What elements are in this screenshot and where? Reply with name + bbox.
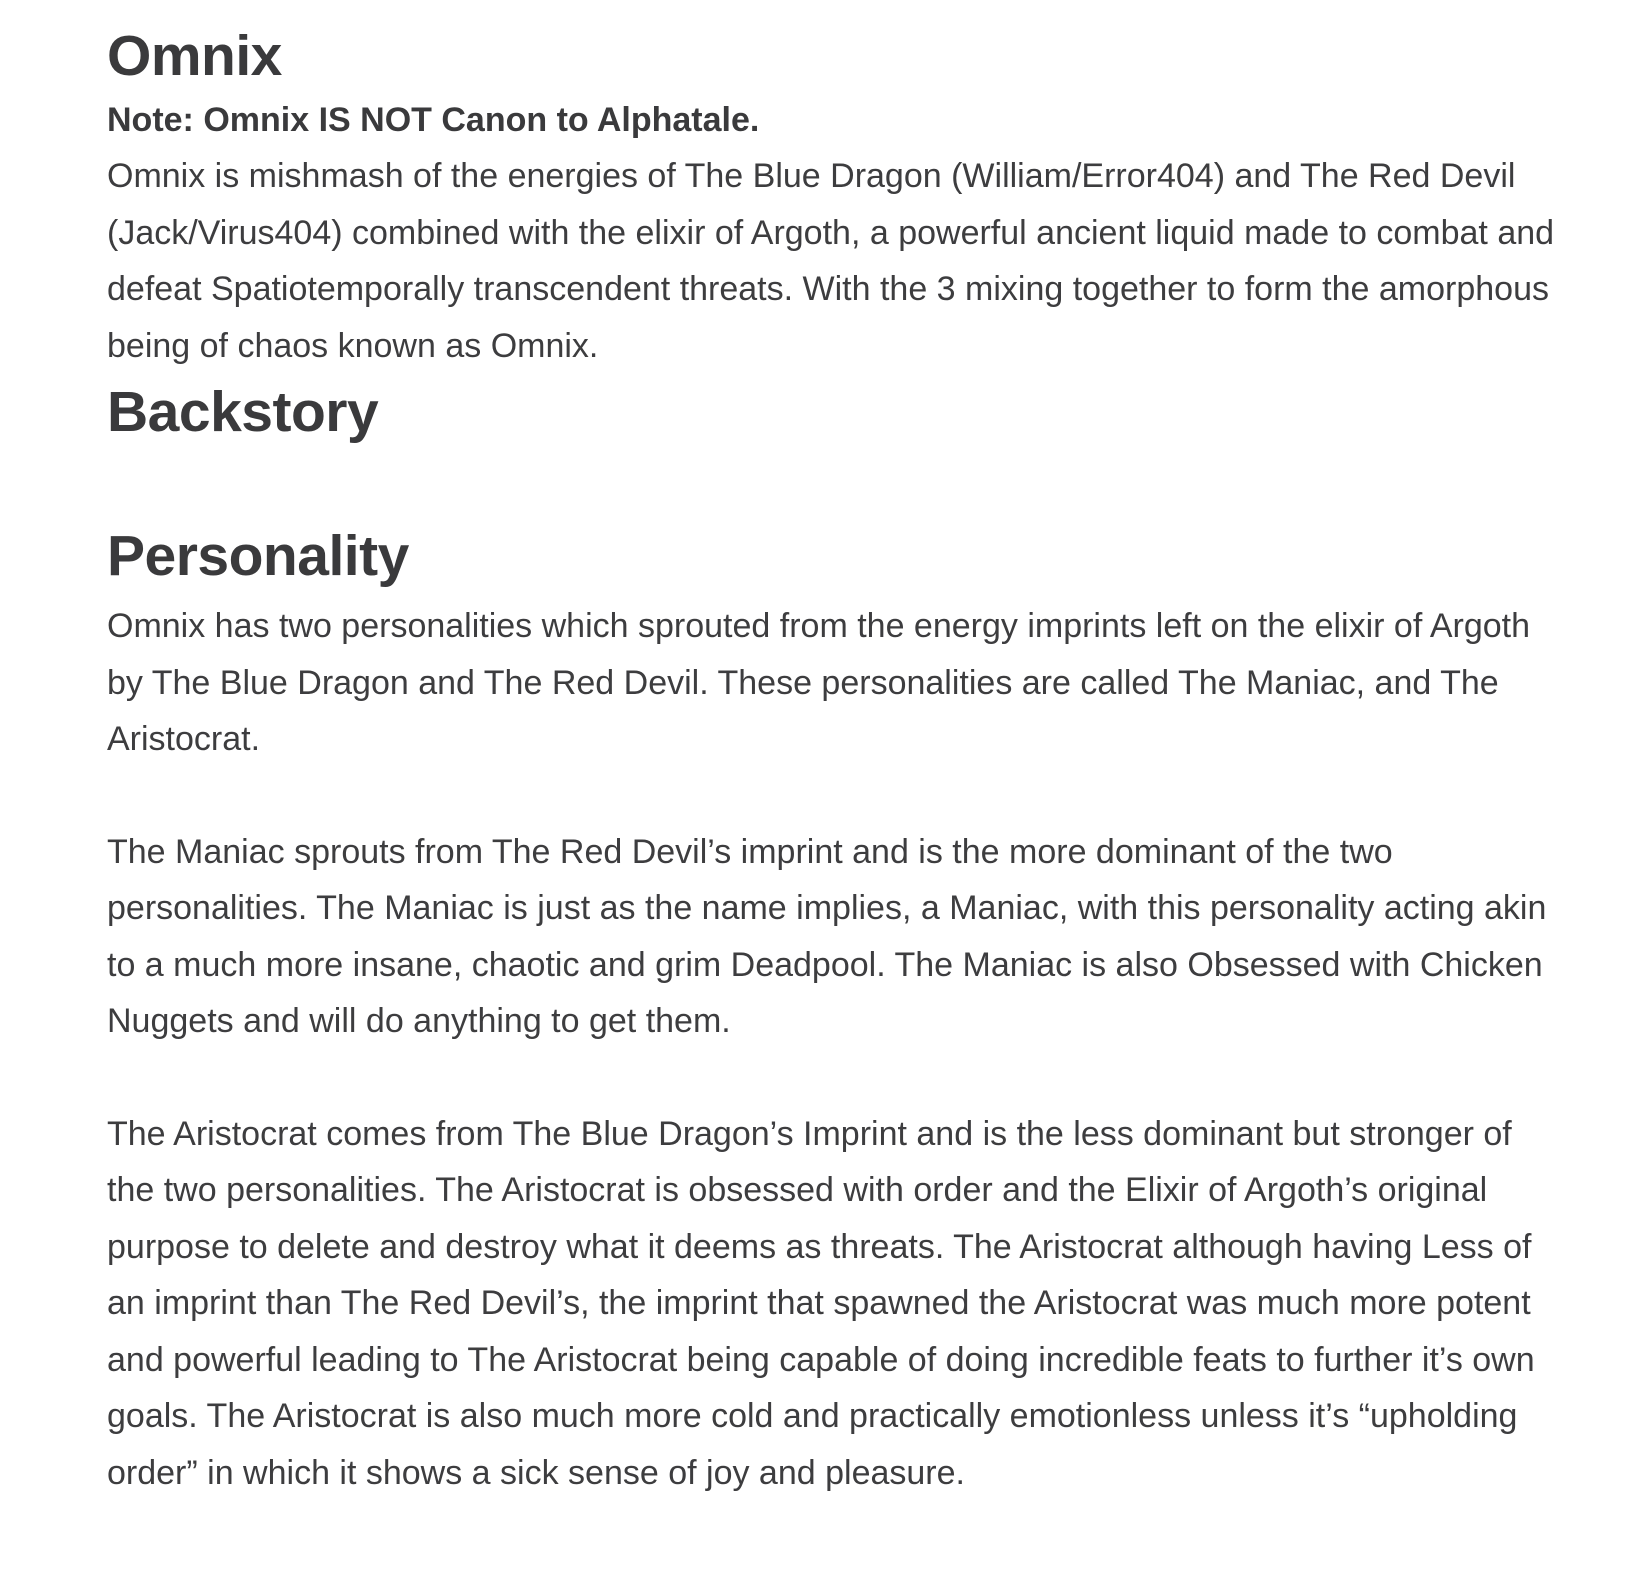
intro-paragraph: Omnix is mishmash of the energies of The Blue Dragon (William/Error404) and The Red Devil (Jack/Virus404) combined with the elixir of Argoth, a powerful ancient liquid made to combat and defeat Spatiotemporally transcendent threats. With the 3 mixing together to form the amorphous being of chaos known as Omnix.: [107, 157, 1555, 365]
canon-note: Note: Omnix IS NOT Canon to Alphatale.: [107, 101, 760, 139]
backstory-empty-body: [107, 446, 1567, 522]
paragraph-gap: [107, 1050, 1567, 1106]
personality-paragraph-overview: Omnix has two personalities which sprouted from the energy imprints left on the elixir of Argoth by The Blue Dragon and The Red Devil. These personalities are called The Maniac, and The Aristocrat.: [107, 607, 1531, 758]
personality-paragraph-maniac: The Maniac sprouts from The Red Devil’s imprint and is the more dominant of the two personalities. The Maniac is just as the name implies, a Maniac, with this personality acting akin to a much more insane, chaotic and grim Deadpool. The Maniac is also Obsessed with Chicken Nuggets and will do anything to get them.: [107, 832, 1547, 1040]
paragraph-gap: [107, 768, 1567, 824]
personality-heading: Personality: [107, 524, 409, 588]
personality-paragraph-aristocrat: The Aristocrat comes from The Blue Dragon’s Imprint and is the less dominant but stronger of the two personalities. The Aristocrat is obsessed with order and the Elixir of Argoth’s original purpose to delete and destroy what it deems as threats. The Aristocrat although having Less of an imprint than The Red Devil’s, the imprint that spawned the Aristocrat was much more potent and powerful leading to The Aristocrat being capable of doing incredible feats to further it’s own goals. The Aristocrat is also much more cold and practically emotionless unless it’s “upholding order” in which it shows a sick sense of joy and pleasure.: [107, 1114, 1535, 1492]
document-page: [107, 0, 1567, 1501]
backstory-heading: Backstory: [107, 380, 379, 444]
page-title: Omnix: [107, 24, 282, 88]
